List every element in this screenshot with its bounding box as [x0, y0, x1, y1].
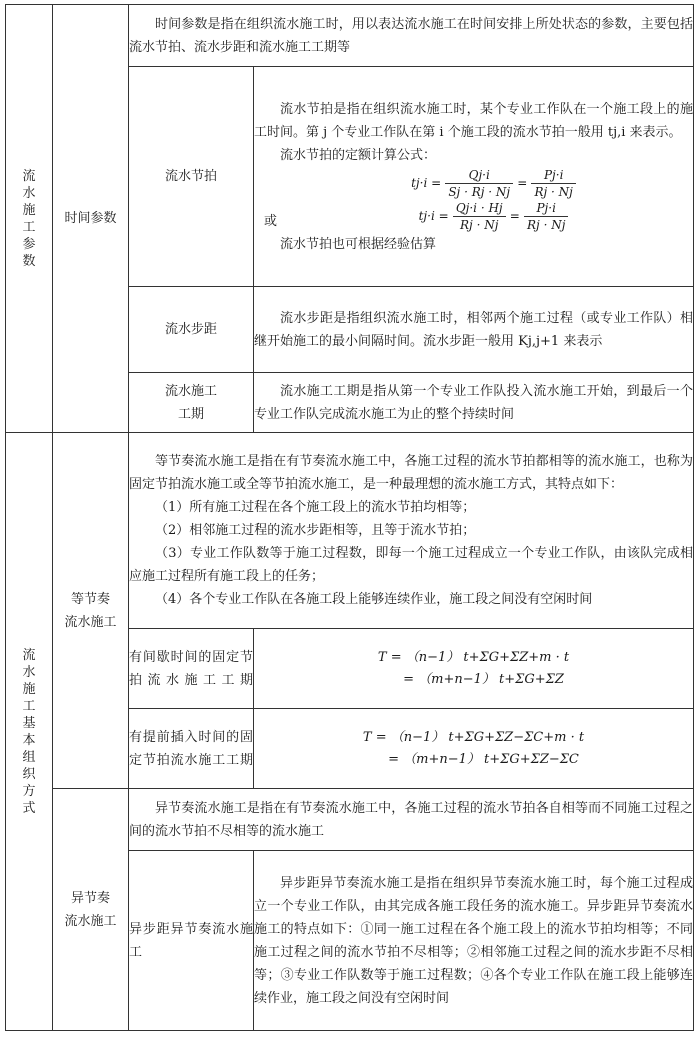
category-label: 流水施工基本组织方式	[22, 647, 36, 816]
item-label-cell	[129, 287, 254, 373]
formula-lhs: tj·i =	[411, 175, 442, 190]
list-item: （3）专业工作队数等于施工过程数，即每一个施工过程成立一个专业工作队，由该队完成相应施工过程所有施工段上的任务；	[129, 546, 694, 584]
table-row	[6, 433, 694, 629]
category-cell	[6, 5, 53, 433]
subcategory-line: 异节奏	[70, 890, 110, 906]
subcategory-cell	[53, 5, 129, 433]
denominator: Sj · Rj · Nj	[448, 184, 511, 199]
item-label: 有间歇时间的固定节拍流水施工工期	[129, 649, 253, 688]
item-label-cell	[129, 629, 254, 709]
fraction	[531, 167, 575, 200]
fraction	[445, 167, 513, 200]
item-label-cell	[129, 373, 254, 433]
formula-2	[254, 200, 693, 233]
denominator: Rj · Nj	[460, 217, 499, 232]
formula-line: = （m+n−1） t+ΣG+ΣZ−ΣC	[388, 751, 579, 767]
paragraph: 流水节拍是指在组织流水施工时，某个专业工作队在一个施工段上的施工时间。第 j 个专业工作队在第 i 个施工段的流水节拍一般用 tj,i 来表示。	[254, 101, 694, 140]
formula-line: = （m+n−1） t+ΣG+ΣZ	[403, 671, 564, 687]
numerator: Pj·i	[524, 200, 568, 217]
formula-lhs: tj·i =	[418, 208, 449, 223]
paragraph: 时间参数是指在组织流水施工时，用以表达流水施工在时间安排上所处状态的参数，主要包括流水节拍、流水步距和流水施工工期等	[129, 16, 694, 55]
table-row	[6, 789, 694, 851]
formula-line: T = （n−1） t+ΣG+ΣZ−ΣC+m · t	[362, 729, 585, 745]
content-table	[5, 4, 694, 1031]
paragraph: 流水节拍也可根据经验估算	[280, 236, 437, 252]
item-label: 流水步距	[164, 322, 217, 337]
numerator: Qj·i	[445, 167, 513, 184]
item-label: 有提前插入时间的固定节拍流水施工工期	[129, 729, 253, 768]
equals: =	[517, 175, 528, 190]
subcategory-cell	[53, 789, 129, 1031]
paragraph: 异节奏流水施工是指在有节奏流水施工中，各施工过程的流水节拍各自相等而不同施工过程之间的流水节拍不尽相等的流水施工	[129, 800, 694, 839]
item-label-cell	[129, 709, 254, 789]
formula-1	[254, 167, 693, 200]
paragraph: 流水施工工期是指从第一个专业工作队投入流水施工开始，到最后一个专业工作队完成流水施工为止的整个持续时间	[254, 383, 694, 422]
subcategory-line: 等节奏	[70, 591, 110, 607]
formula-cell	[254, 629, 694, 709]
formula-cell	[254, 709, 694, 789]
item-label-line: 流水施工	[164, 383, 217, 399]
period-content	[254, 373, 694, 433]
paragraph: 流水步距是指组织流水施工时，相邻两个施工过程（或专业工作队）相继开始施工的最小间隔时间。流水步距一般用 Kj,j+1 来表示	[254, 310, 694, 349]
subcategory-cell	[53, 433, 129, 789]
category-cell	[6, 433, 53, 1031]
list-item: （4）各个专业工作队在各施工段上能够连续作业，施工段之间没有空闲时间	[155, 592, 593, 607]
equals: =	[509, 208, 520, 223]
denominator: Rj · Nj	[534, 184, 573, 199]
diff-sub-content	[254, 851, 694, 1031]
subcategory-line: 流水施工	[64, 913, 117, 929]
table-row	[6, 5, 694, 67]
subcategory-label: 时间参数	[64, 211, 117, 226]
time-param-intro	[129, 5, 694, 67]
item-label-cell	[129, 851, 254, 1031]
category-label: 流水施工参数	[22, 168, 36, 269]
numerator: Qj·i · Hj	[453, 200, 506, 217]
list-item: （2）相邻施工过程的流水步距相等，且等于流水节拍；	[155, 523, 476, 538]
beat-content	[254, 67, 694, 287]
step-content	[254, 287, 694, 373]
subcategory-line: 流水施工	[64, 614, 117, 630]
numerator: Pj·i	[531, 167, 575, 184]
equal-intro	[129, 433, 694, 629]
list-item: （1）所有施工过程在各个施工段上的流水节拍均相等；	[155, 500, 476, 515]
paragraph: 流水节拍的定额计算公式：	[280, 147, 437, 163]
formula-line: T = （n−1） t+ΣG+ΣZ+m · t	[377, 649, 570, 665]
fraction	[453, 200, 506, 233]
item-label: 流水节拍	[164, 169, 217, 184]
item-label-line: 工期	[177, 406, 204, 422]
item-label-cell	[129, 67, 254, 287]
paragraph: 异步距异节奏流水施工是指在组织异节奏流水施工时，每个施工过程成立一个专业工作队，由其完成各施工段任务的流水施工。异步距异节奏流水施工的特点如下：①同一施工过程在各个施工段上的流水节拍均相等；不同施工过程之间的流水节拍不尽相等；②相邻施工过程之间的流水步距不尽相等；③专业工作队数等于施工过程数；④各个专业工作队在施工段上能够连续作业，施工段之间没有空闲时间	[254, 875, 694, 1006]
item-label: 异步距异节奏流水施工	[129, 921, 253, 960]
denominator: Rj · Nj	[527, 217, 566, 232]
or-label: 或	[264, 213, 278, 229]
fraction	[524, 200, 568, 233]
paragraph: 等节奏流水施工是指在有节奏流水施工中，各施工过程的流水节拍都相等的流水施工，也称为固定节拍流水施工或全等节拍流水施工，是一种最理想的流水施工方式，其特点如下：	[129, 454, 694, 492]
diff-intro	[129, 789, 694, 851]
